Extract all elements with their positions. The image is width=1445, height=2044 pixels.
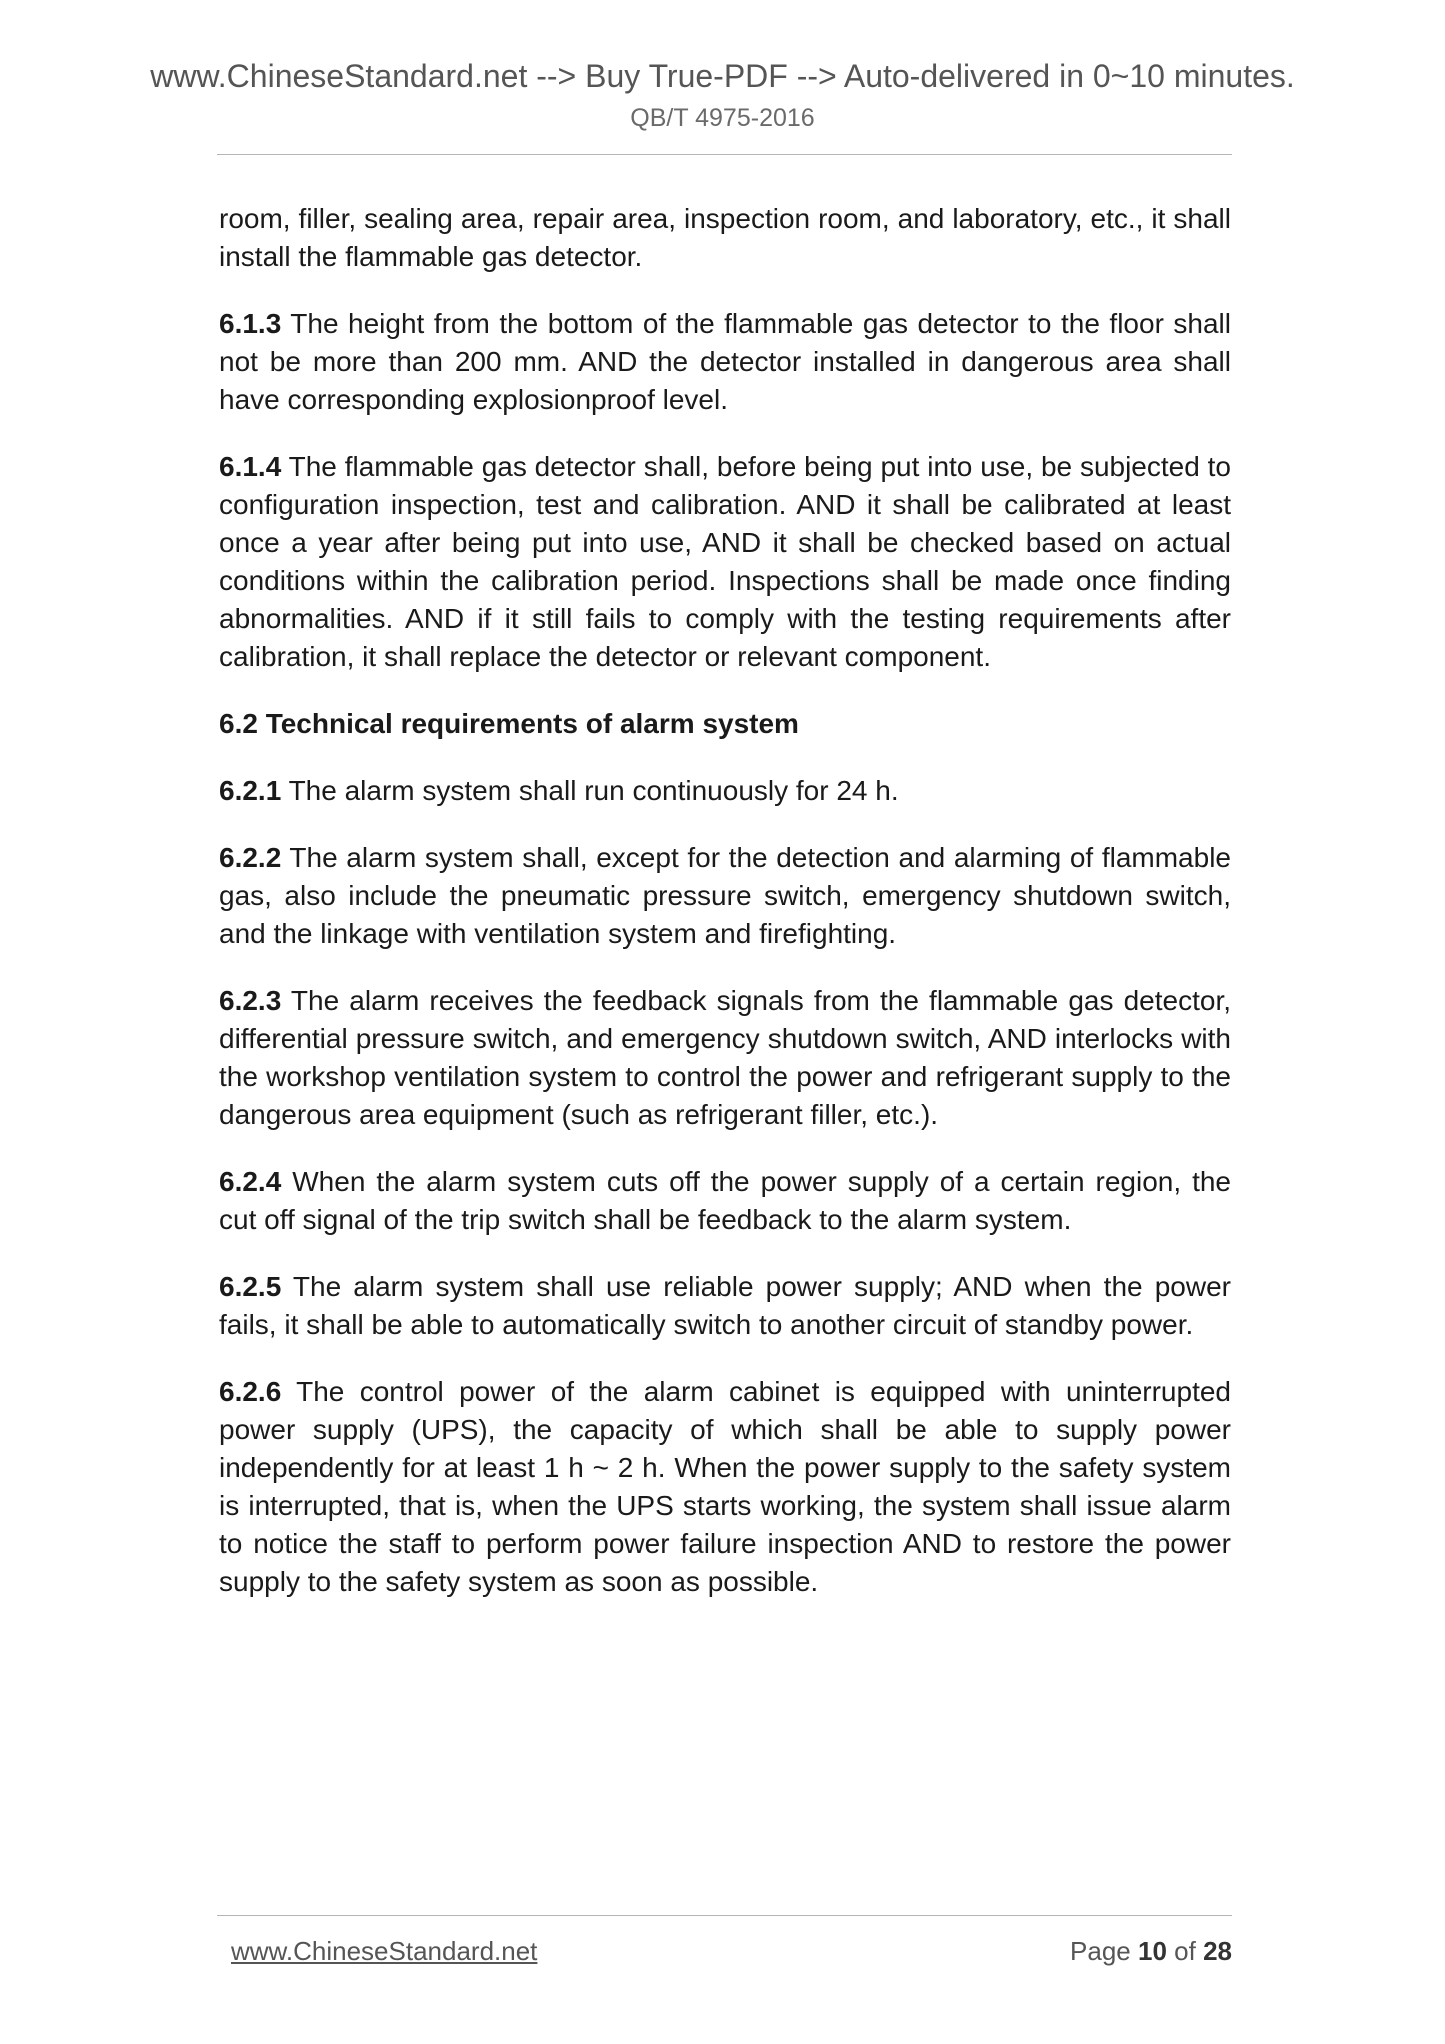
clause-number: 6.2.4: [219, 1166, 282, 1197]
clause-number: 6.2.5: [219, 1271, 282, 1302]
clause-text: The alarm system shall use reliable power supply; AND when the power fails, it shall be able to automatically switch to another circuit of standby power.: [219, 1271, 1231, 1340]
footer-divider: [217, 1915, 1232, 1916]
clause-text: The alarm receives the feedback signals from the flammable gas detector, differential pressure switch, and emergency shutdown switch, AND interlocks with the workshop ventilation system to control the power and refrigerant supply to the dangerous area equipment (such as refrigerant filler, etc.).: [219, 985, 1232, 1130]
page-total: 28: [1203, 1936, 1232, 1966]
paragraph-text: room, filler, sealing area, repair area, inspection room, and laboratory, etc., it shall install the flammable gas detector.: [219, 203, 1231, 272]
clause-number: 6.2.6: [219, 1376, 282, 1407]
page-of: of: [1174, 1936, 1196, 1966]
clause-6-2-3: [219, 982, 1231, 1134]
clause-6-1-3: [219, 305, 1231, 419]
page-current: 10: [1138, 1936, 1167, 1966]
footer-website-link[interactable]: www.ChineseStandard.net: [231, 1936, 538, 1966]
header-divider: [217, 154, 1232, 155]
clause-6-2-1: [219, 772, 1231, 810]
document-code: QB/T 4975-2016: [630, 104, 815, 132]
clause-6-2-2: [219, 839, 1231, 953]
clause-6-2-6: [219, 1373, 1231, 1601]
clause-6-2-5: [219, 1268, 1231, 1344]
page-indicator: [1070, 1936, 1232, 1967]
clause-6-2-4: [219, 1163, 1231, 1239]
clause-text: The control power of the alarm cabinet is equipped with uninterrupted power supply (UPS), the capacity of which shall be able to supply power independently for at least 1 h ~ 2 h. When the power supply to the safety system is interrupted, that is, when the UPS starts working, the system shall issue alarm to notice the staff to perform power failure inspection AND to restore the power supply to the safety system as soon as possible.: [219, 1376, 1231, 1597]
document-body: [219, 200, 1231, 1630]
clause-number: 6.2.3: [219, 985, 282, 1016]
page-word: Page: [1070, 1936, 1131, 1966]
clause-text: The alarm system shall run continuously for 24 h.: [288, 775, 899, 806]
clause-text: When the alarm system cuts off the power supply of a certain region, the cut off signal of the trip switch shall be feedback to the alarm system.: [219, 1166, 1232, 1235]
clause-number: 6.2.1: [219, 775, 282, 806]
clause-6-1-4: [219, 448, 1231, 676]
clause-number: 6.1.4: [219, 451, 282, 482]
clause-text: The alarm system shall, except for the detection and alarming of flammable gas, also include the pneumatic pressure switch, emergency shutdown switch, and the linkage with ventilation system and firefighting.: [219, 842, 1231, 949]
clause-number: 6.2.2: [219, 842, 282, 873]
paragraph-continuation: [219, 200, 1231, 276]
header-banner: www.ChineseStandard.net --> Buy True-PDF --> Auto-delivered in 0~10 minutes.: [150, 58, 1295, 94]
clause-number: 6.1.3: [219, 308, 282, 339]
section-heading: 6.2 Technical requirements of alarm system: [219, 708, 799, 739]
clause-text: The height from the bottom of the flammable gas detector to the floor shall not be more than 200 mm. AND the detector installed in dangerous area shall have corresponding explosionproof level.: [219, 308, 1231, 415]
clause-text: The flammable gas detector shall, before being put into use, be subjected to configuration inspection, test and calibration. AND it shall be calibrated at least once a year after being put into use, AND it shall be checked based on actual conditions within the calibration period. Inspections shall be made once finding abnormalities. AND if it still fails to comply with the testing requirements after calibration, it shall replace the detector or relevant component.: [219, 451, 1231, 672]
